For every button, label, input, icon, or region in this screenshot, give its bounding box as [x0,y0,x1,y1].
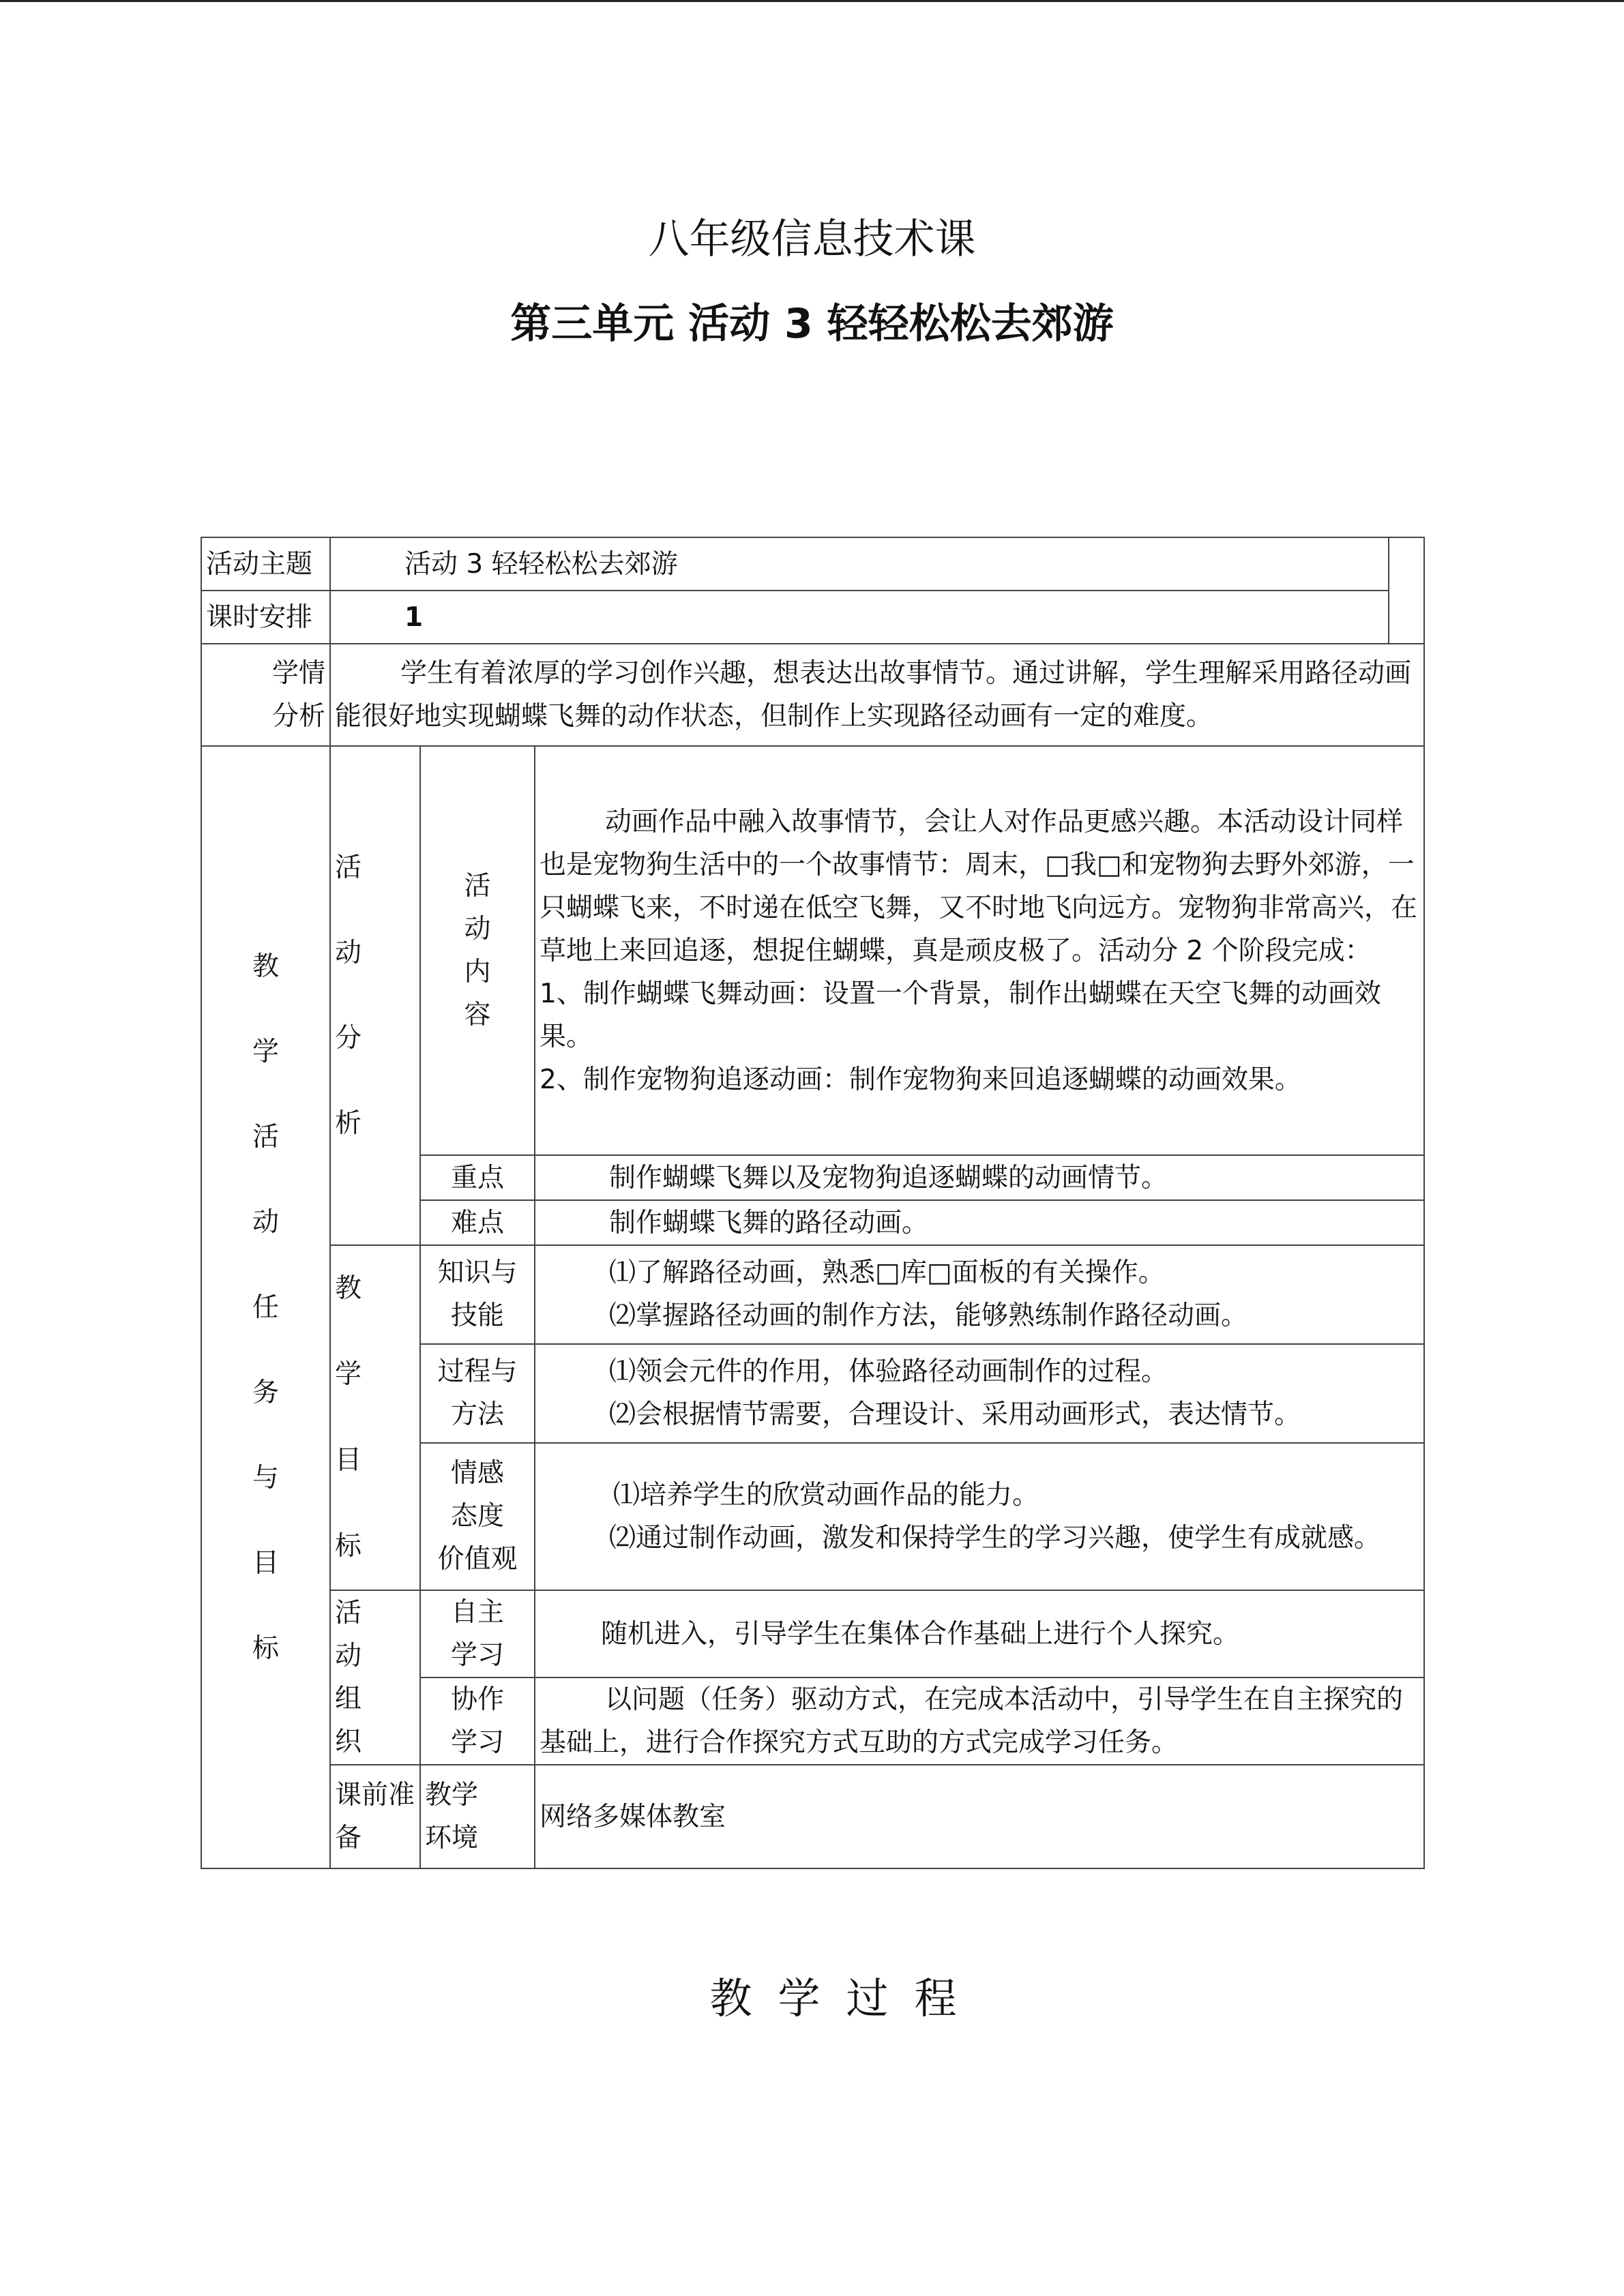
topic-value: 活动 3 轻轻松松去郊游 [330,537,1389,591]
self-study-text: 随机进入，引导学生在集体合作基础上进行个人探究。 [535,1590,1424,1678]
self-study-label-line1: 自主 [450,1597,504,1628]
knowledge-label [420,1245,535,1344]
self-study-row [201,1590,1424,1678]
cooperation-label-line2: 学习 [450,1727,504,1758]
content-step-1: 1、制作蝴蝶飞舞动画：设置一个背景，制作出蝴蝶在天空飞舞的动画效果。 [540,978,1381,1052]
knowledge-items [535,1245,1424,1344]
analysis-row [201,644,1424,746]
emotion-item-1: ⑴培养学生的欣赏动画作品的能力。 [613,1479,1039,1510]
cooperation-text: 以问题（任务）驱动方式，在完成本活动中，引导学生在自主探究的基础上，进行合作探究方式互助的方式完成学习任务。 [535,1678,1424,1765]
self-study-label-line2: 学习 [450,1640,504,1671]
section-label-char: 活 [252,1121,279,1152]
cooperation-label [420,1678,535,1765]
content-body [535,746,1424,1155]
section-label-char: 教 [252,951,279,982]
section-label-char: 与 [252,1462,279,1493]
section-label-char: 务 [252,1377,279,1408]
analysis-label [201,644,330,746]
difficulty-label: 难点 [420,1200,535,1245]
content-label-char: 动 [464,914,491,944]
page-title: 八年级信息技术课 [648,215,976,263]
activity-analysis-char: 析 [335,1108,362,1139]
difficulty-text: 制作蝴蝶飞舞的路径动画。 [535,1200,1424,1245]
content-row [201,746,1424,1155]
preparation-label: 课前准备 [330,1765,420,1868]
section-label-char: 标 [252,1632,279,1664]
section-label-char: 动 [252,1206,279,1238]
hours-value: 1 [330,591,1389,644]
process-items [535,1344,1424,1443]
content-label [420,746,535,1155]
section-label [201,746,330,1868]
teaching-goals-char: 标 [335,1531,362,1562]
knowledge-label-line2: 技能 [450,1300,504,1332]
topic-label: 活动主题 [201,537,330,591]
emotion-label [420,1443,535,1590]
key-point-text: 制作蝴蝶飞舞以及宠物狗追逐蝴蝶的动画情节。 [535,1155,1424,1200]
organization-char: 织 [335,1727,362,1757]
teaching-goals-label [330,1245,420,1590]
preparation-row [201,1765,1424,1868]
key-point-label: 重点 [420,1155,535,1200]
topic-row [201,537,1424,591]
knowledge-item-2: ⑵掌握路径动画的制作方法，能够熟练制作路径动画。 [609,1300,1248,1332]
section-label-char: 目 [252,1547,279,1579]
hours-row [201,591,1424,644]
organization-char: 动 [335,1641,362,1671]
analysis-label-line2: 分析 [271,701,325,732]
organization-char: 组 [335,1684,362,1714]
teaching-goals-char: 目 [335,1445,362,1476]
content-label-char: 内 [464,957,491,987]
emotion-label-line2: 态度 [450,1501,504,1532]
page-subtitle: 第三单元 活动 3 轻轻松松去郊游 [510,300,1114,348]
analysis-label-line1: 学情 [271,658,325,689]
section-label-char: 任 [252,1292,279,1323]
topic-side-cell [1389,537,1424,644]
organization-label [330,1590,420,1765]
section-heading: 教学过程 [709,1973,983,2023]
content-step-2: 2、制作宠物狗追逐动画：制作宠物狗来回追逐蝴蝶的动画效果。 [540,1064,1301,1095]
content-label-char: 容 [464,1000,491,1030]
section-label-char: 学 [252,1036,279,1067]
knowledge-label-line1: 知识与 [437,1257,518,1289]
emotion-label-line1: 情感 [450,1458,504,1489]
content-label-char: 活 [464,871,491,901]
process-label-line2: 方法 [450,1399,504,1431]
content-paragraph: 动画作品中融入故事情节，会让人对作品更感兴趣。本活动设计同样也是宠物狗生活中的一个故事情节：周末，□我□和宠物狗去野外郊游，一只蝴蝶飞来，不时递在低空飞舞，又不时地飞向远方。宠物狗非常高兴，在草地上来回追逐，想捉住蝴蝶，真是顽皮极了。活动分 2 个阶段完成： [540,806,1418,966]
lesson-plan-table [201,537,1425,1869]
activity-analysis-label [330,746,420,1245]
hours-label: 课时安排 [201,591,330,644]
teaching-goals-char: 教 [335,1273,362,1304]
environment-label-line2: 环境 [425,1823,479,1853]
process-label [420,1344,535,1443]
organization-char: 活 [335,1598,362,1628]
process-item-1: ⑴领会元件的作用，体验路径动画制作的过程。 [609,1356,1168,1388]
knowledge-row [201,1245,1424,1344]
environment-label-line1: 教学 [425,1780,479,1810]
knowledge-item-1: ⑴了解路径动画，熟悉□库□面板的有关操作。 [609,1257,1165,1289]
emotion-item-2: ⑵通过制作动画，激发和保持学生的学习兴趣，使学生有成就感。 [609,1522,1381,1553]
activity-analysis-char: 活 [335,852,362,883]
analysis-text: 学生有着浓厚的学习创作兴趣，想表达出故事情节。通过讲解，学生理解采用路径动画能很好地实现蝴蝶飞舞的动作状态，但制作上实现路径动画有一定的难度。 [330,644,1424,746]
activity-analysis-char: 分 [335,1023,362,1054]
top-border-line [0,0,1624,2]
process-label-line1: 过程与 [437,1356,518,1388]
process-item-2: ⑵会根据情节需要，合理设计、采用动画形式，表达情节。 [609,1399,1301,1431]
emotion-label-line3: 价值观 [437,1544,518,1575]
emotion-items [535,1443,1424,1590]
environment-label [420,1765,535,1868]
environment-value: 网络多媒体教室 [535,1765,1424,1868]
activity-analysis-char: 动 [335,938,362,968]
self-study-label [420,1590,535,1678]
cooperation-label-line1: 协作 [450,1684,504,1715]
teaching-goals-char: 学 [335,1359,362,1390]
